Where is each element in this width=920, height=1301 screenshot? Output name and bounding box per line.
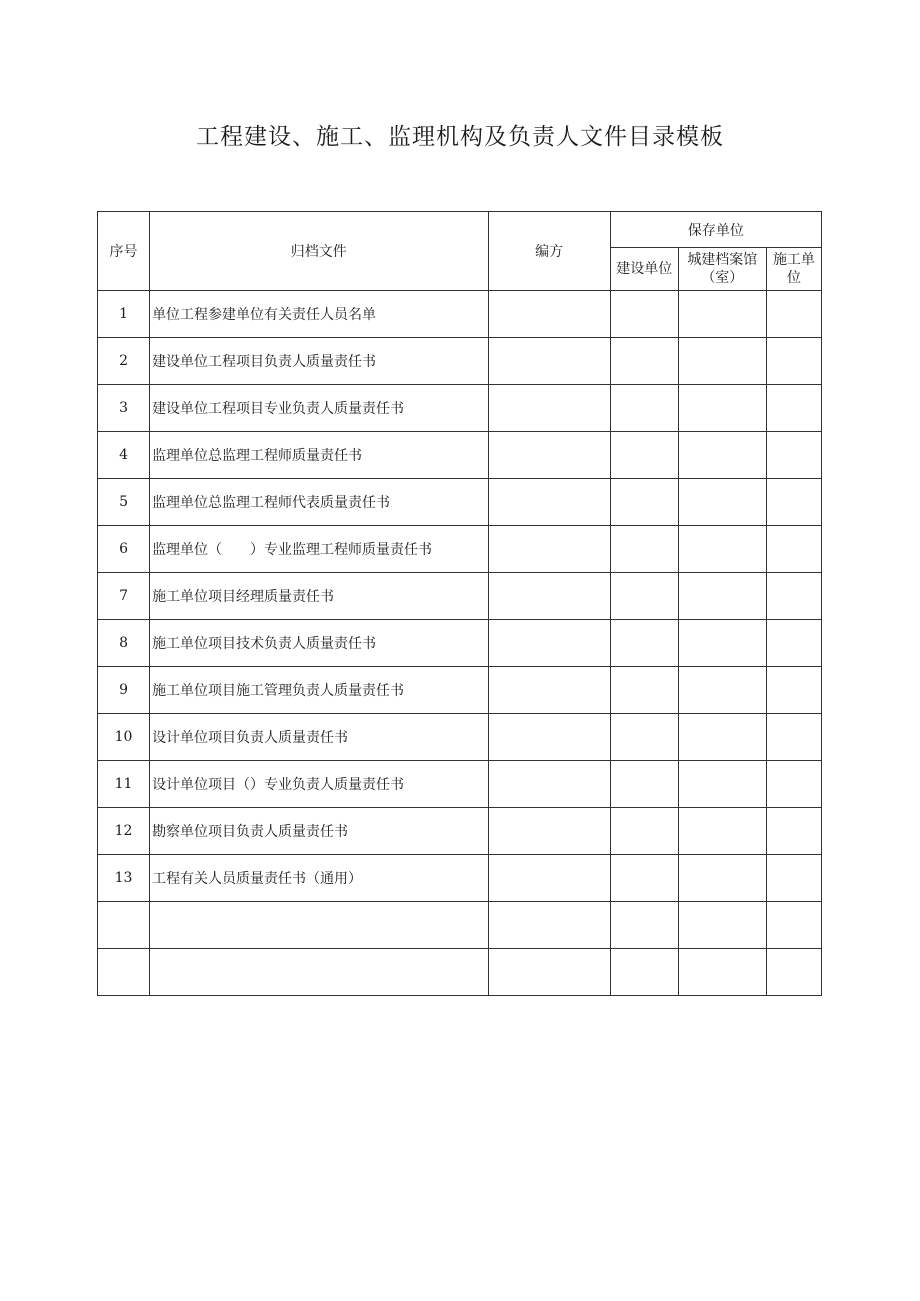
row-storage-archive — [678, 902, 766, 949]
table-row — [98, 902, 822, 949]
row-storage-archive — [678, 479, 766, 526]
row-seq: 2 — [98, 338, 150, 385]
row-storage-construction-unit — [610, 902, 678, 949]
document-title: 工程建设、施工、监理机构及负责人文件目录模板 — [196, 124, 724, 150]
header-storage-construction-unit: 建设单位 — [610, 248, 678, 291]
row-storage-construction-unit — [610, 291, 678, 338]
row-storage-contractor — [766, 761, 821, 808]
row-seq: 9 — [98, 667, 150, 714]
row-document — [150, 902, 488, 949]
row-seq: 10 — [98, 714, 150, 761]
table-row — [98, 949, 822, 996]
header-storage-contractor: 施工单位 — [766, 248, 821, 291]
table-header-row — [98, 212, 822, 248]
table-row — [98, 620, 822, 667]
row-document: 工程有关人员质量责任书（通用） — [150, 855, 488, 902]
table-row — [98, 526, 822, 573]
row-storage-construction-unit — [610, 855, 678, 902]
row-storage-archive — [678, 573, 766, 620]
row-storage-archive — [678, 620, 766, 667]
row-storage-contractor — [766, 949, 821, 996]
row-storage-contractor — [766, 338, 821, 385]
header-document: 归档文件 — [150, 212, 488, 291]
row-compiler — [488, 761, 610, 808]
row-storage-construction-unit — [610, 714, 678, 761]
row-compiler — [488, 808, 610, 855]
row-document: 设计单位项目负责人质量责任书 — [150, 714, 488, 761]
row-seq: 1 — [98, 291, 150, 338]
table-body — [98, 291, 822, 996]
row-storage-archive — [678, 526, 766, 573]
header-compiler: 编方 — [488, 212, 610, 291]
table-row — [98, 667, 822, 714]
row-seq: 5 — [98, 479, 150, 526]
row-document: 建设单位工程项目专业负责人质量责任书 — [150, 385, 488, 432]
row-compiler — [488, 479, 610, 526]
row-seq — [98, 902, 150, 949]
row-storage-archive — [678, 432, 766, 479]
row-compiler — [488, 432, 610, 479]
row-compiler — [488, 855, 610, 902]
row-storage-construction-unit — [610, 479, 678, 526]
table-row — [98, 573, 822, 620]
table-row — [98, 761, 822, 808]
row-compiler — [488, 291, 610, 338]
header-storage-group: 保存单位 — [610, 212, 821, 248]
table-row — [98, 385, 822, 432]
row-storage-archive — [678, 855, 766, 902]
row-seq: 13 — [98, 855, 150, 902]
row-storage-contractor — [766, 385, 821, 432]
file-catalog-table — [97, 211, 822, 996]
row-document: 单位工程参建单位有关责任人员名单 — [150, 291, 488, 338]
header-storage-archive: 城建档案馆（室） — [678, 248, 766, 291]
row-document: 施工单位项目技术负责人质量责任书 — [150, 620, 488, 667]
table-row — [98, 479, 822, 526]
row-compiler — [488, 667, 610, 714]
row-storage-contractor — [766, 479, 821, 526]
row-storage-contractor — [766, 291, 821, 338]
row-storage-contractor — [766, 526, 821, 573]
row-storage-construction-unit — [610, 667, 678, 714]
row-storage-construction-unit — [610, 761, 678, 808]
row-storage-construction-unit — [610, 432, 678, 479]
row-storage-archive — [678, 949, 766, 996]
row-storage-archive — [678, 761, 766, 808]
table-row — [98, 714, 822, 761]
row-compiler — [488, 573, 610, 620]
row-storage-contractor — [766, 620, 821, 667]
row-storage-construction-unit — [610, 808, 678, 855]
row-compiler — [488, 338, 610, 385]
row-seq: 4 — [98, 432, 150, 479]
row-storage-archive — [678, 385, 766, 432]
row-storage-construction-unit — [610, 573, 678, 620]
row-storage-archive — [678, 338, 766, 385]
row-seq — [98, 949, 150, 996]
row-storage-archive — [678, 291, 766, 338]
table-row — [98, 291, 822, 338]
row-storage-contractor — [766, 573, 821, 620]
row-compiler — [488, 620, 610, 667]
row-storage-contractor — [766, 432, 821, 479]
row-seq: 7 — [98, 573, 150, 620]
table-row — [98, 338, 822, 385]
row-seq: 6 — [98, 526, 150, 573]
row-storage-contractor — [766, 714, 821, 761]
row-storage-contractor — [766, 667, 821, 714]
row-storage-construction-unit — [610, 338, 678, 385]
table-row — [98, 808, 822, 855]
row-storage-contractor — [766, 808, 821, 855]
table-row — [98, 432, 822, 479]
row-compiler — [488, 949, 610, 996]
row-storage-construction-unit — [610, 385, 678, 432]
row-storage-construction-unit — [610, 949, 678, 996]
row-document: 监理单位总监理工程师质量责任书 — [150, 432, 488, 479]
row-storage-construction-unit — [610, 620, 678, 667]
header-seq: 序号 — [98, 212, 150, 291]
row-compiler — [488, 526, 610, 573]
row-document: 建设单位工程项目负责人质量责任书 — [150, 338, 488, 385]
row-compiler — [488, 385, 610, 432]
row-storage-archive — [678, 808, 766, 855]
row-document: 监理单位总监理工程师代表质量责任书 — [150, 479, 488, 526]
row-storage-contractor — [766, 855, 821, 902]
row-compiler — [488, 902, 610, 949]
row-document: 设计单位项目（）专业负责人质量责任书 — [150, 761, 488, 808]
row-document: 监理单位（ ）专业监理工程师质量责任书 — [150, 526, 488, 573]
row-document: 施工单位项目施工管理负责人质量责任书 — [150, 667, 488, 714]
row-seq: 3 — [98, 385, 150, 432]
row-document — [150, 949, 488, 996]
row-document: 勘察单位项目负责人质量责任书 — [150, 808, 488, 855]
table-row — [98, 855, 822, 902]
row-compiler — [488, 714, 610, 761]
row-seq: 12 — [98, 808, 150, 855]
row-storage-archive — [678, 714, 766, 761]
row-storage-archive — [678, 667, 766, 714]
row-storage-construction-unit — [610, 526, 678, 573]
row-seq: 11 — [98, 761, 150, 808]
row-seq: 8 — [98, 620, 150, 667]
row-document: 施工单位项目经理质量责任书 — [150, 573, 488, 620]
row-storage-contractor — [766, 902, 821, 949]
